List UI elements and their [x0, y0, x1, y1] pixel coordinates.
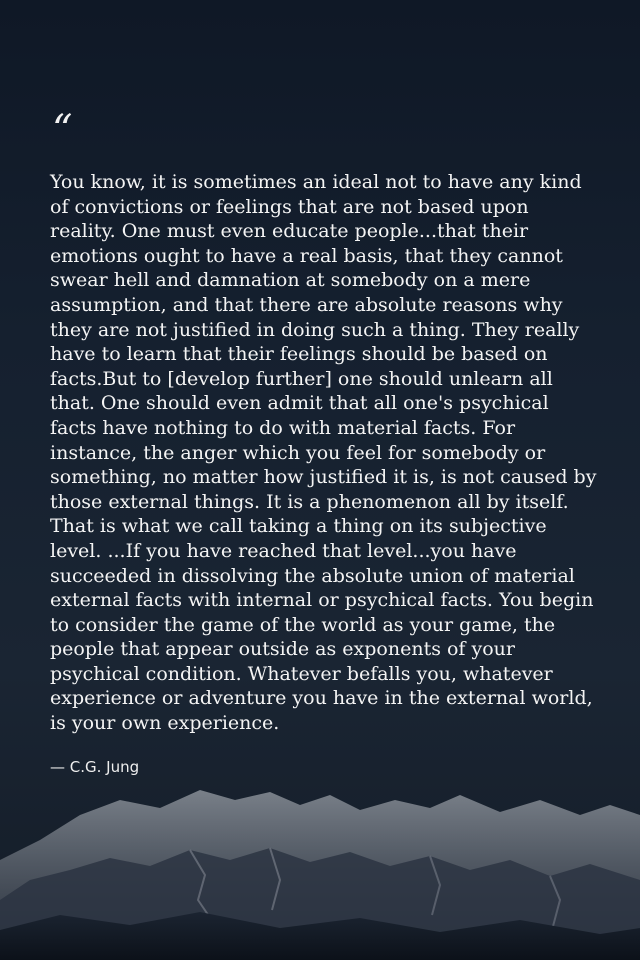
quote-text: You know, it is sometimes an ideal not to have any kind of convictions or feelings that are not based upon reality. One must even educate people...that their emotions ought to have a real basis, that they cannot swear hell and damnation at somebody on a mere assumption, and that there are absolute reasons why they are not justified in doing such a thing. They really have to learn that their feelings should be based on facts.But to [develop further] one should unlearn all that. One should even admit that all one's psychical facts have nothing to do with material facts. For instance, the anger which you feel for somebody or something, no matter how justified it is, is not caused by those external things. It is a phenomenon all by itself. That is what we call taking a thing on its subjective level. ...If you have reached that level...you have succeeded in dissolving the absolute union of material external facts with internal or psychical facts. You begin to consider the game of the world as your game, the people that appear outside as exponents of your psychical condition. Whatever befalls you, whatever experience or adventure you have in the external world, is your own experience. — [50, 171, 597, 735]
quote-mark-icon: “ — [52, 107, 73, 153]
quote-card — [50, 107, 600, 776]
quote-author: — C.G. Jung — [50, 757, 140, 776]
